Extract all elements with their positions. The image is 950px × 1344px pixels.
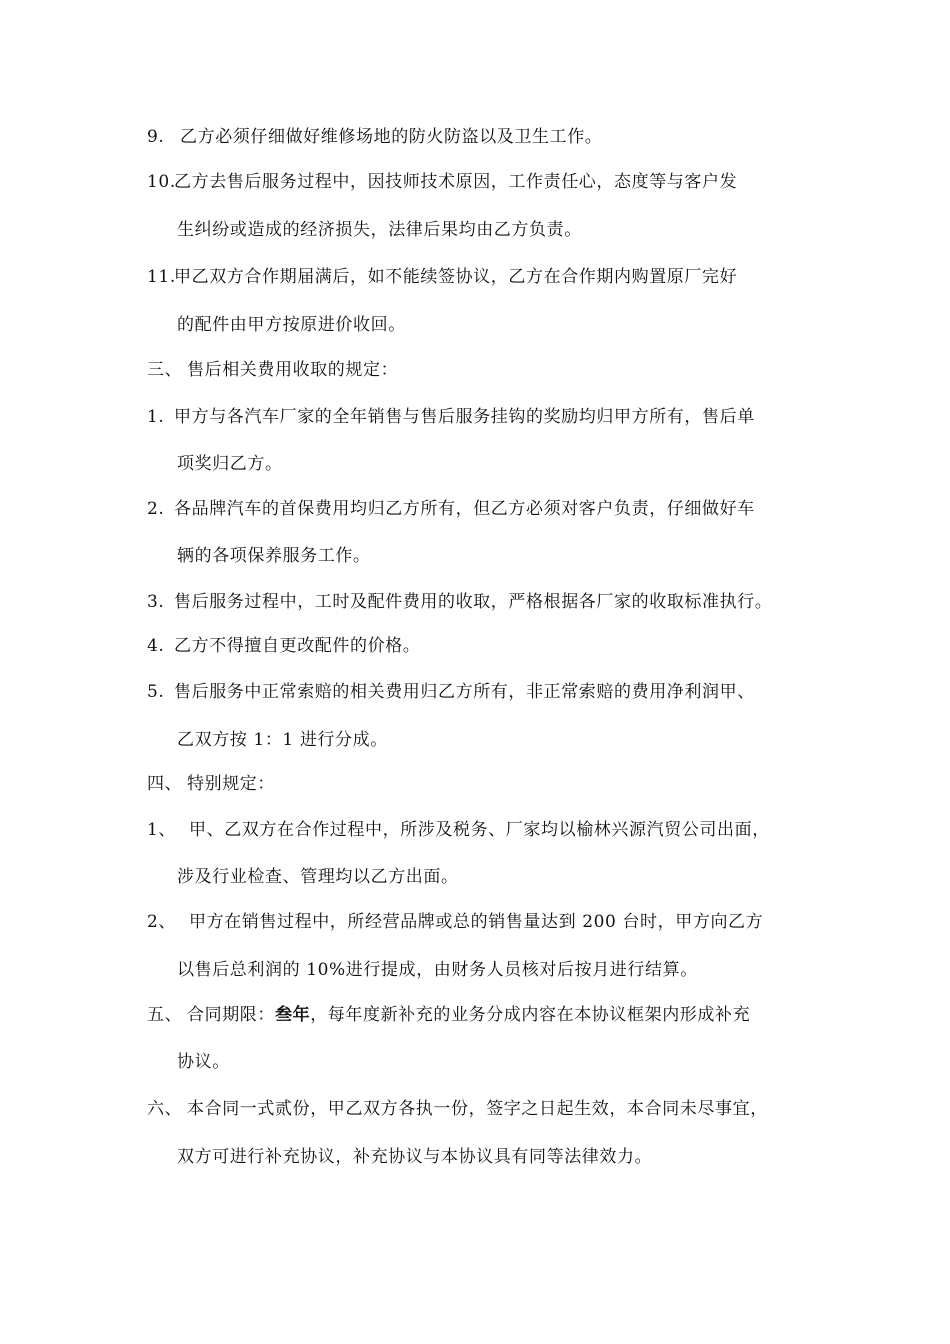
section-number: 三、 (147, 360, 183, 380)
list-item-11-continuation: 的配件由甲方按原进价收回。 (177, 315, 406, 335)
section3-item-1-continuation: 项奖归乙方。 (177, 454, 283, 474)
list-text: 售后服务过程中，工时及配件费用的收取，严格根据各厂家的收取标准执行。 (174, 592, 773, 612)
section3-item-5-continuation: 乙双方按 1：1 进行分成。 (177, 730, 388, 750)
list-text: 甲方与各汽车厂家的全年销售与售后服务挂钩的奖励均归甲方所有，售后单 (174, 407, 755, 427)
section-text: ，每年度新补充的业务分成内容在本协议框架内形成补充 (310, 1005, 751, 1025)
list-text: 售后服务中正常索赔的相关费用归乙方所有，非正常索赔的费用净利润甲、 (174, 682, 755, 702)
list-text: 乙方必须仔细做好维修场地的防火防盗以及卫生工作。 (180, 127, 603, 147)
section3-item-2 (147, 497, 755, 521)
section3-item-5 (147, 680, 755, 704)
list-number: 3. (147, 592, 165, 612)
list-text: 甲乙双方合作期届满后，如不能续签协议，乙方在合作期内购置原厂完好 (174, 267, 738, 287)
section-label: 合同期限： (187, 1005, 275, 1025)
list-item-11 (147, 265, 737, 289)
list-number: 5. (147, 682, 165, 702)
list-number: 4. (147, 636, 165, 656)
section-heading-5 (147, 1003, 750, 1027)
section-heading-3 (147, 358, 398, 382)
list-text: 乙方去售后服务过程中，因技师技术原因，工作责任心，态度等与客户发 (174, 172, 738, 192)
list-number: 9. (147, 127, 165, 147)
section3-item-3 (147, 590, 772, 614)
section4-item-1-continuation: 涉及行业检查、管理均以乙方出面。 (177, 867, 459, 887)
list-text: 甲、乙双方在合作过程中，所涉及税务、厂家均以榆林兴源汽贸公司出面， (189, 820, 770, 840)
list-text: 各品牌汽车的首保费用均归乙方所有，但乙方必须对客户负责，仔细做好车 (174, 499, 755, 519)
section6-continuation: 双方可进行补充协议，补充协议与本协议具有同等法律效力。 (177, 1147, 653, 1167)
section4-item-1 (147, 818, 770, 842)
section-heading-4 (147, 772, 275, 796)
section-number: 五、 (147, 1005, 183, 1025)
section-text: 本合同一式贰份，甲乙双方各执一份，签字之日起生效，本合同未尽事宜， (187, 1099, 768, 1119)
section-heading-6 (147, 1097, 768, 1121)
section4-item-2 (147, 910, 763, 934)
section3-item-2-continuation: 辆的各项保养服务工作。 (177, 546, 371, 566)
list-item-10-continuation: 生纠纷或造成的经济损失，法律后果均由乙方负责。 (177, 220, 582, 240)
list-text: 乙方不得擅自更改配件的价格。 (174, 636, 421, 656)
section4-item-2-continuation: 以售后总利润的 10%进行提成，由财务人员核对后按月进行结算。 (177, 960, 698, 980)
section3-item-4 (147, 634, 420, 658)
list-number: 1、 (147, 820, 177, 840)
list-number: 2. (147, 499, 165, 519)
list-number: 11. (147, 267, 176, 287)
section5-continuation: 协议。 (177, 1052, 230, 1072)
list-item-10 (147, 170, 737, 194)
list-number: 10. (147, 172, 176, 192)
section3-item-1 (147, 405, 755, 429)
section-number: 四、 (147, 774, 183, 794)
list-item-9 (147, 125, 602, 149)
section-title: 售后相关费用收取的规定： (187, 360, 399, 380)
section-number: 六、 (147, 1099, 183, 1119)
contract-term-value: 叁年 (275, 1005, 311, 1025)
list-number: 2、 (147, 912, 177, 932)
section-title: 特别规定： (187, 774, 275, 794)
list-text: 甲方在销售过程中，所经营品牌或总的销售量达到 200 台时，甲方向乙方 (189, 912, 764, 932)
list-number: 1. (147, 407, 165, 427)
